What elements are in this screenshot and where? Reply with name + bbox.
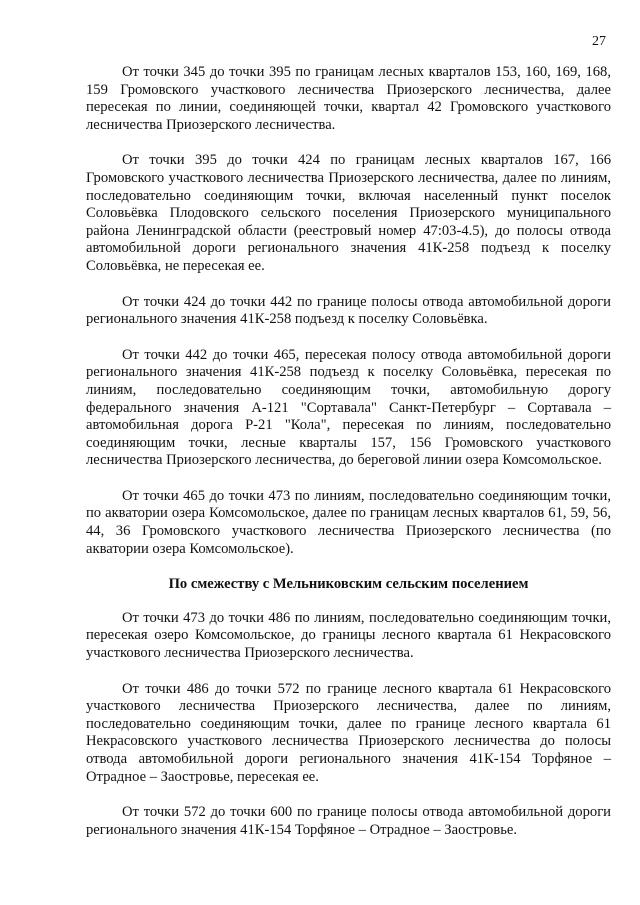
paragraph: От точки 486 до точки 572 по границе лесного квартала 61 Некрасовского участкового лесничества Приозерского лесничества, далее по линиям, последовательно соединяющим точки, далее по границе лесного квартала 61 Некрасовского участкового лесничества Приозерского лесничества до полосы отвода автомобильной дороги регионального значения 41К-154 Торфяное – Отрадное – Заостровье, пересекая ее. <box>86 680 611 785</box>
paragraph: От точки 424 до точки 442 по границе полосы отвода автомобильной дороги регионального значения 41К-258 подъезд к поселку Соловьёвка. <box>86 293 611 328</box>
page-number: 27 <box>592 34 606 49</box>
paragraph: От точки 473 до точки 486 по линиям, последовательно соединяющим точки, пересекая озеро Комсомольское, до границы лесного квартала 61 Некрасовского участкового лесничества Приозерского лесничества. <box>86 609 611 662</box>
section-heading: По смежеству с Мельниковским сельским поселением <box>168 576 529 593</box>
paragraph: От точки 572 до точки 600 по границе полосы отвода автомобильной дороги регионального значения 41К-154 Торфяное – Отрадное – Заостровье. <box>86 804 611 838</box>
document-body <box>86 64 611 857</box>
paragraph: От точки 395 до точки 424 по границам лесных кварталов 167, 166 Громовского участкового лесничества Приозерского лесничества, далее по линиям, последовательно соединяющим точки, включая населенный пункт поселок Соловьёвка Плодовского сельского поселения Приозерского муниципального района Ленинградской области (реестровый номер 47:03-4.5), до полосы отвода автомобильной дороги регионального значения 41К-258 подъезд к поселку Соловьёвка, не пересекая ее. <box>86 152 611 274</box>
paragraph: От точки 465 до точки 473 по линиям, последовательно соединяющим точки, по акватории озера Комсомольское, далее по границам лесных кварталов 61, 59, 56, 44, 36 Громовского участкового лесничества Приозерского лесничества (по акватории озера Комсомольское). <box>86 487 611 557</box>
paragraph: От точки 442 до точки 465, пересекая полосу отвода автомобильной дороги регионального значения 41К-258 подъезд к поселку Соловьёвка, пересекая по линиям, последовательно соединяющим точки, автомобильную дорогу федерального значения А-121 "Сортавала" Санкт-Петербург – Сортавала – автомобильная дорога Р-21 "Кола", пересекая по линиям, последовательно соединяющим точки, лесные кварталы 157, 156 Громовского участкового лесничества Приозерского лесничества, до береговой линии озера Комсомольское. <box>86 346 611 469</box>
paragraph: От точки 345 до точки 395 по границам лесных кварталов 153, 160, 169, 168, 159 Громовского участкового лесничества Приозерского лесничества, далее пересекая по линии, соединяющей точки, квартал 42 Громовского участкового лесничества Приозерского лесничества. <box>86 64 611 133</box>
